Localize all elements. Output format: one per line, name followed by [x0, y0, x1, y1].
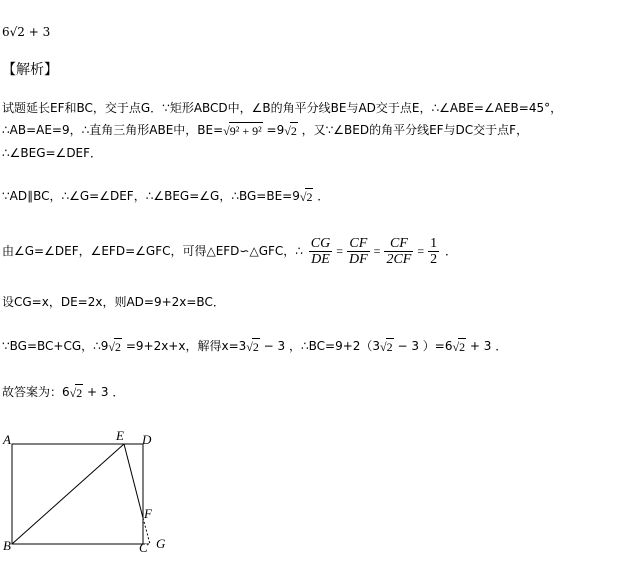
sqrt-expression: √2: [69, 386, 83, 400]
label-d: D: [142, 432, 152, 447]
radicand: 2: [386, 340, 393, 354]
numerator: CF: [349, 236, 368, 251]
text: ∵AD∥BC，∴∠G=∠DEF，∴∠BEG=∠G，∴BG=BE=9: [2, 189, 300, 203]
paragraph-1-line-b: [2, 122, 528, 139]
fraction-cf-df: [347, 236, 370, 267]
paragraph-4: 设CG=x，DE=2x，则AD=9+2x=BC．: [2, 295, 225, 309]
paragraph-2: [2, 188, 329, 205]
analysis-heading: 【解析】: [2, 62, 58, 78]
sqrt-expression: √2: [299, 190, 313, 204]
label-c: C: [139, 540, 148, 555]
paragraph-1-line-a: 试题延长EF和BC，交于点G．∵矩形ABCD中，∠B的角平分线BE与AD交于点E，∴∠ABE=∠AEB=45°，: [2, 101, 563, 115]
paragraph-5: [2, 338, 507, 355]
text: ∴AB=AE=9，∴直角三角形ABE中，BE=: [2, 123, 224, 137]
paragraph-3: [2, 234, 457, 268]
label-e: E: [116, 430, 124, 443]
radicand: 2: [290, 124, 297, 138]
text: =9: [262, 123, 285, 137]
radicand: 2: [76, 386, 83, 400]
radicand: 2: [252, 340, 259, 354]
text: ∵BG=BC+CG，∴9: [2, 339, 109, 353]
label-g: G: [156, 536, 166, 551]
text: + 3 ．: [83, 385, 125, 399]
sqrt-expression: √2: [380, 340, 393, 354]
denominator: DE: [311, 252, 330, 267]
sqrt-expression: √9² + 9²: [223, 124, 262, 138]
sqrt-expression: √2: [284, 124, 297, 138]
text: − 3 ）=6: [393, 339, 453, 353]
geometry-figure: [0, 430, 200, 575]
label-a: A: [3, 432, 11, 447]
text: ．: [444, 244, 457, 258]
fraction-cf-2cf: [384, 236, 413, 267]
sqrt-expression: √2: [108, 340, 122, 354]
rectangle-abcd: [12, 444, 143, 544]
text: − 3 ，∴BC=9+2（3: [259, 339, 381, 353]
sqrt-expression: √2: [452, 340, 466, 354]
radicand: 2: [459, 340, 466, 354]
numerator: CF: [389, 236, 408, 251]
segment-ef: [124, 444, 143, 518]
equals-sign: =: [336, 244, 343, 258]
answer-line: 6√2 + 3: [2, 25, 51, 39]
paragraph-6: [2, 384, 124, 401]
text: ．: [313, 189, 330, 203]
radicand: 9² + 9²: [229, 124, 262, 138]
text: 由∠G=∠DEF，∠EFD=∠GFC，可得△EFD∽△GFC，∴: [2, 244, 303, 258]
paragraph-1-line-c: ∴∠BEG=∠DEF．: [2, 146, 103, 160]
label-f: F: [144, 506, 152, 521]
text: =9+2x+x，解得x=3: [122, 339, 247, 353]
segment-be: [12, 444, 124, 544]
label-b: B: [3, 538, 11, 553]
text: + 3 ．: [466, 339, 508, 353]
numerator: 1: [430, 236, 438, 251]
denominator: 2CF: [386, 252, 412, 267]
text: 故答案为：6: [2, 385, 70, 399]
denominator: 2: [430, 252, 438, 267]
denominator: DF: [348, 252, 368, 267]
numerator: CG: [310, 236, 331, 251]
radicand: 2: [306, 190, 313, 204]
equals-sign: =: [373, 244, 381, 258]
fraction-cg-de: [309, 236, 332, 267]
radicand: 2: [115, 340, 122, 354]
text: ，又∵∠BED的角平分线EF与DC交于点F，: [297, 123, 529, 137]
fraction-one-half: [428, 236, 439, 267]
sqrt-expression: √2: [246, 340, 259, 354]
equals-sign: =: [417, 244, 425, 258]
